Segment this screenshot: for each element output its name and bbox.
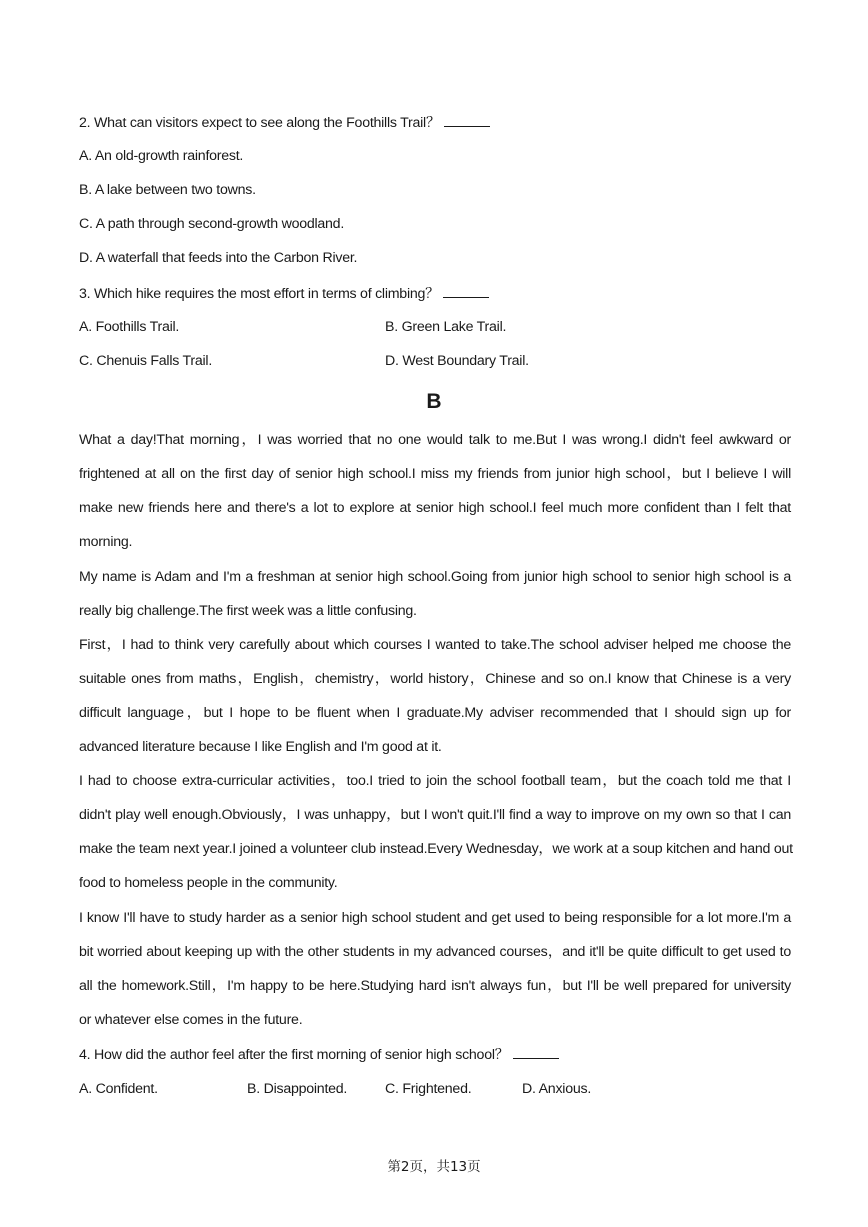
passage-line: make the team next year.I joined a volunteer club instead.Every Wednesday，we work at a soup kitchen and hand out <box>79 841 793 857</box>
question-3-option-d: D. West Boundary Trail. <box>385 353 529 369</box>
question-4-option-d: D. Anxious. <box>522 1081 592 1097</box>
question-3-stem: 3. Which hike requires the most effort in terms of climbing？ <box>79 286 440 302</box>
question-2-stem: 2. What can visitors expect to see along the Foothills Trail？ <box>79 115 440 131</box>
answer-blank <box>444 112 490 127</box>
passage-line: First，I had to think very carefully about which courses I wanted to take.The school adviser helped me choose the <box>79 637 791 653</box>
passage-line: What a day!That morning，I was worried that no one would talk to me.But I was wrong.I didn't feel awkward or <box>79 432 791 448</box>
answer-blank <box>513 1044 559 1059</box>
passage-line: didn't play well enough.Obviously，I was unhappy，but I won't quit.I'll find a way to improve on my own so that I can <box>79 807 791 823</box>
question-4-option-b: B. Disappointed. <box>247 1081 348 1097</box>
passage-line: My name is Adam and I'm a freshman at senior high school.Going from junior high school to senior high school is a <box>79 569 791 585</box>
question-2-stem-row <box>79 112 791 133</box>
question-3-option-c: C. Chenuis Falls Trail. <box>79 353 213 369</box>
passage-line: difficult language，but I hope to be fluent when I graduate.My adviser recommended that I should sign up for <box>79 705 791 721</box>
passage-line: morning. <box>79 534 133 550</box>
passage-line: suitable ones from maths，English，chemistry，world history，Chinese and so on.I know that Chinese is a very <box>79 671 791 687</box>
question-2-option-d: D. A waterfall that feeds into the Carbon River. <box>79 250 358 266</box>
page-number: 第2页，共13页 <box>387 1159 481 1175</box>
question-4-stem: 4. How did the author feel after the first morning of senior high school？ <box>79 1047 509 1063</box>
question-4-option-a: A. Confident. <box>79 1081 158 1097</box>
answer-blank <box>443 283 489 298</box>
question-3-stem-row <box>79 283 791 304</box>
passage-line: all the homework.Still，I'm happy to be here.Studying hard isn't always fun，but I'll be well prepared for university <box>79 978 791 994</box>
passage-line: bit worried about keeping up with the other students in my advanced courses，and it'll be quite difficult to get used to <box>79 944 791 960</box>
passage-line: food to homeless people in the community. <box>79 875 338 891</box>
question-3-option-a: A. Foothills Trail. <box>79 319 180 335</box>
question-2-option-c: C. A path through second-growth woodland. <box>79 216 345 232</box>
passage-line: really big challenge.The first week was a little confusing. <box>79 603 417 619</box>
question-3-option-b: B. Green Lake Trail. <box>385 319 507 335</box>
passage-line: make new friends here and there's a lot to explore at senior high school.I feel much more confident than I felt that <box>79 500 791 516</box>
section-heading: B <box>426 390 442 413</box>
passage-line: or whatever else comes in the future. <box>79 1012 303 1028</box>
passage-line: advanced literature because I like English and I'm good at it. <box>79 739 442 755</box>
passage-line: frightened at all on the first day of senior high school.I miss my friends from junior high school，but I believe I will <box>79 466 791 482</box>
question-4-stem-row <box>79 1044 791 1065</box>
passage-line: I had to choose extra-curricular activities，too.I tried to join the school football team，but the coach told me that I <box>79 773 791 789</box>
question-2-option-a: A. An old-growth rainforest. <box>79 148 244 164</box>
question-4-option-c: C. Frightened. <box>385 1081 472 1097</box>
passage-line: I know I'll have to study harder as a senior high school student and get used to being responsible for a lot more.I'm a <box>79 910 791 926</box>
question-2-option-b: B. A lake between two towns. <box>79 182 256 198</box>
